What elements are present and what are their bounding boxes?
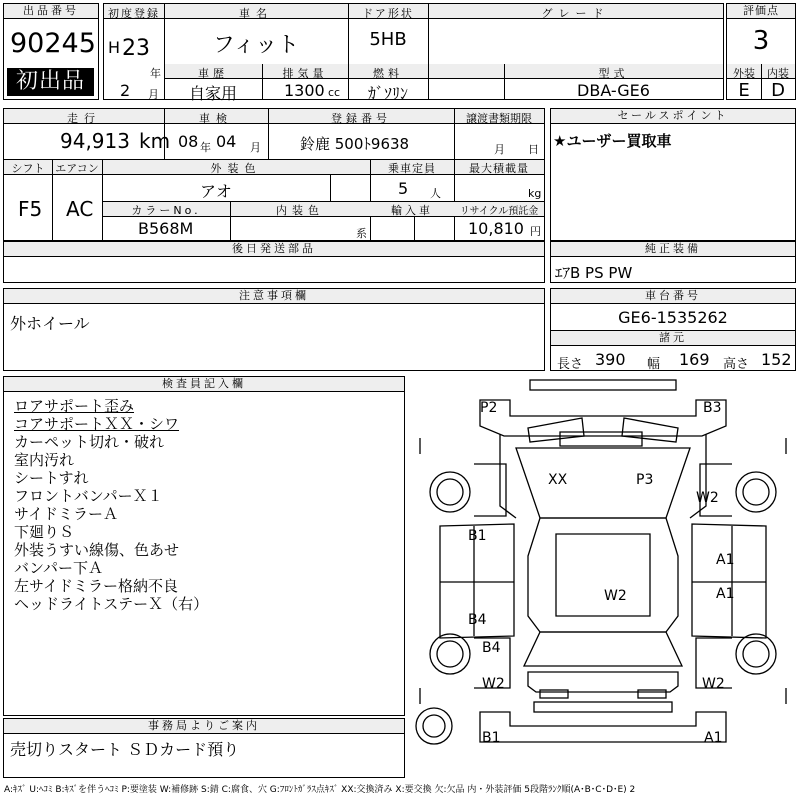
color-no: B568M (138, 219, 194, 238)
displacement: 1300 (284, 81, 325, 100)
damage-mark: B3 (703, 400, 722, 416)
lot-box (3, 3, 99, 100)
history: 自家用 (188, 84, 237, 103)
insp-month: 04 (216, 132, 237, 151)
damage-mark: P2 (480, 400, 498, 416)
inspector-note-line: 下廻りＳ (14, 523, 75, 541)
year-unit: 年 (150, 67, 161, 80)
inspector-note-line: フロントバンパーＸ１ (14, 487, 163, 505)
damage-mark: B1 (482, 730, 501, 746)
caution-label: 注意事項欄 (4, 289, 544, 304)
dims-label: 諸元 (551, 331, 795, 346)
inspector-note-line: 左サイドミラー格納不良 (14, 577, 178, 595)
height: 152 (761, 350, 792, 369)
damage-mark: A1 (716, 552, 735, 568)
chassis-label: 車台番号 (551, 289, 795, 304)
month-unit: 月 (148, 88, 159, 101)
int-color-label: 内装色 (276, 204, 324, 217)
history-label: 車歴 (198, 67, 228, 80)
chassis-box (550, 288, 796, 371)
damage-mark: W2 (604, 588, 627, 604)
reg-year: 23 (122, 36, 150, 61)
mileage: 94,913 (60, 129, 130, 153)
fuel: ｶﾞｿﾘﾝ (367, 84, 408, 103)
score-box (726, 3, 796, 100)
genuine-box (550, 241, 796, 283)
recycle-label: リサイクル預託金 (459, 206, 539, 217)
load-label: 最大積載量 (469, 162, 529, 175)
insp-year: 08 (178, 132, 199, 151)
color: アオ (200, 182, 232, 201)
damage-mark: W2 (482, 676, 505, 692)
damage-mark: A1 (704, 730, 723, 746)
vehicle-info-box (3, 108, 545, 241)
reg-month: 2 (120, 81, 131, 100)
sales-label: セールスポイント (551, 109, 795, 124)
transfer-label: 譲渡書類期限 (466, 112, 532, 125)
door-label: ドア形状 (362, 7, 414, 20)
plate: 鈴鹿 500ﾄ9638 (300, 135, 410, 153)
capacity: 5 (398, 179, 409, 198)
later-parts-box (3, 241, 545, 283)
inspector-note-line: 外装うすい線傷、色あせ (14, 541, 180, 559)
inspector-box (3, 376, 405, 716)
inspector-label: 検査員記入欄 (4, 377, 404, 392)
lot-label: 出品番号 (4, 4, 98, 19)
color-no-label: カラーNo. (131, 204, 201, 217)
damage-mark: W2 (702, 676, 725, 692)
sales-point-box (550, 108, 796, 241)
ac-label: エアコン (55, 162, 99, 175)
model-label: 型式 (598, 67, 629, 80)
mileage-label: 走行 (67, 112, 101, 125)
caution-text: 外ホイール (10, 314, 90, 333)
shift: F5 (18, 197, 43, 221)
width: 169 (679, 350, 710, 369)
recycle-unit: 円 (530, 225, 541, 238)
inspector-note-line: カーペット切れ・破れ (14, 433, 165, 451)
damage-mark: P3 (636, 472, 654, 488)
office-label: 事務局よりご案内 (4, 719, 404, 734)
length-label: 長さ (557, 357, 584, 372)
transfer-day-unit: 日 (528, 143, 539, 156)
genuine-equipment: ｴｱB PS PW (555, 264, 633, 282)
office-text: 売切りスタート ＳＤカード預り (10, 740, 240, 759)
car-damage-diagram (410, 376, 796, 776)
legend: A:ｷｽﾞ U:ﾍｺﾐ B:ｷｽﾞを伴うﾍｺﾐ P:要塗装 W:補修跡 S:錆 C:腐食、穴 G:ﾌﾛﾝﾄｶﾞﾗｽ点ｷｽﾞ XX:交換済み X:要交換 欠:欠品 内・外装評価 5段階ﾗﾝｸ順(A･B･C･D･E) 2 (4, 785, 636, 795)
int-label: 内装 (767, 67, 789, 80)
grade-label: グレード (541, 7, 610, 20)
door-shape: 5HB (369, 29, 407, 50)
damage-diagram-box (410, 376, 796, 794)
sales-point: ★ユーザー買取車 (553, 132, 672, 150)
recycle: 10,810 (468, 219, 524, 238)
insp-year-unit: 年 (200, 141, 211, 154)
transfer-month-unit: 月 (494, 143, 505, 156)
name-label: 車名 (239, 7, 273, 20)
int-grade: D (771, 80, 785, 101)
import-label: 輸入車 (391, 204, 433, 217)
height-label: 高さ (723, 357, 750, 372)
width-label: 幅 (647, 357, 661, 372)
inspector-note-line: ロアサポート歪み (14, 397, 135, 415)
inspector-note-line: バンパー下Ａ (14, 559, 103, 577)
damage-mark: B1 (468, 528, 487, 544)
later-parts-label: 後日発送部品 (4, 242, 544, 257)
inspection-label: 車検 (199, 112, 233, 125)
color-label: 外装色 (210, 162, 262, 175)
inspector-note-line: シートすれ (14, 469, 89, 487)
load-unit: kg (528, 187, 542, 200)
first-listing-badge: 初出品 (7, 68, 94, 96)
damage-mark: B4 (468, 612, 487, 628)
inspector-note-line: コアサポートＸＸ・シワ (14, 415, 180, 433)
main-header-box (103, 3, 724, 103)
office-box (3, 718, 405, 778)
shift-label: シフト (11, 162, 45, 175)
inspector-note-line: サイドミラーＡ (14, 505, 118, 523)
lot-number: 90245 (10, 28, 96, 59)
damage-mark: W2 (696, 490, 719, 506)
ac: AC (66, 197, 94, 221)
plate-label: 登録番号 (331, 112, 391, 125)
reg-label: 初度登録 (108, 7, 160, 20)
capacity-label: 乗車定員 (388, 162, 436, 175)
displacement-label: 排気量 (282, 67, 328, 80)
inspector-note-line: 室内汚れ (14, 451, 75, 469)
capacity-unit: 人 (430, 187, 441, 200)
model: DBA-GE6 (577, 81, 650, 100)
ext-grade: E (738, 80, 750, 101)
fuel-label: 燃料 (373, 67, 403, 80)
mileage-unit: km (139, 129, 171, 153)
damage-mark: B4 (482, 640, 501, 656)
chassis-number: GE6-1535262 (618, 308, 728, 327)
damage-mark: A1 (716, 586, 735, 602)
displacement-unit: cc (328, 86, 341, 99)
genuine-label: 純正装備 (551, 242, 795, 257)
int-color-unit: 系 (356, 227, 367, 240)
score: 3 (752, 26, 770, 56)
damage-mark: XX (548, 472, 568, 488)
score-label: 評価点 (727, 4, 795, 19)
car-name: フィット (212, 33, 300, 58)
length: 390 (595, 350, 626, 369)
ext-label: 外装 (733, 67, 755, 80)
era: H (108, 38, 121, 57)
inspector-note-line: ヘッドライトステーＸ（右） (14, 595, 209, 613)
caution-box (3, 288, 545, 371)
insp-month-unit: 月 (250, 141, 261, 154)
